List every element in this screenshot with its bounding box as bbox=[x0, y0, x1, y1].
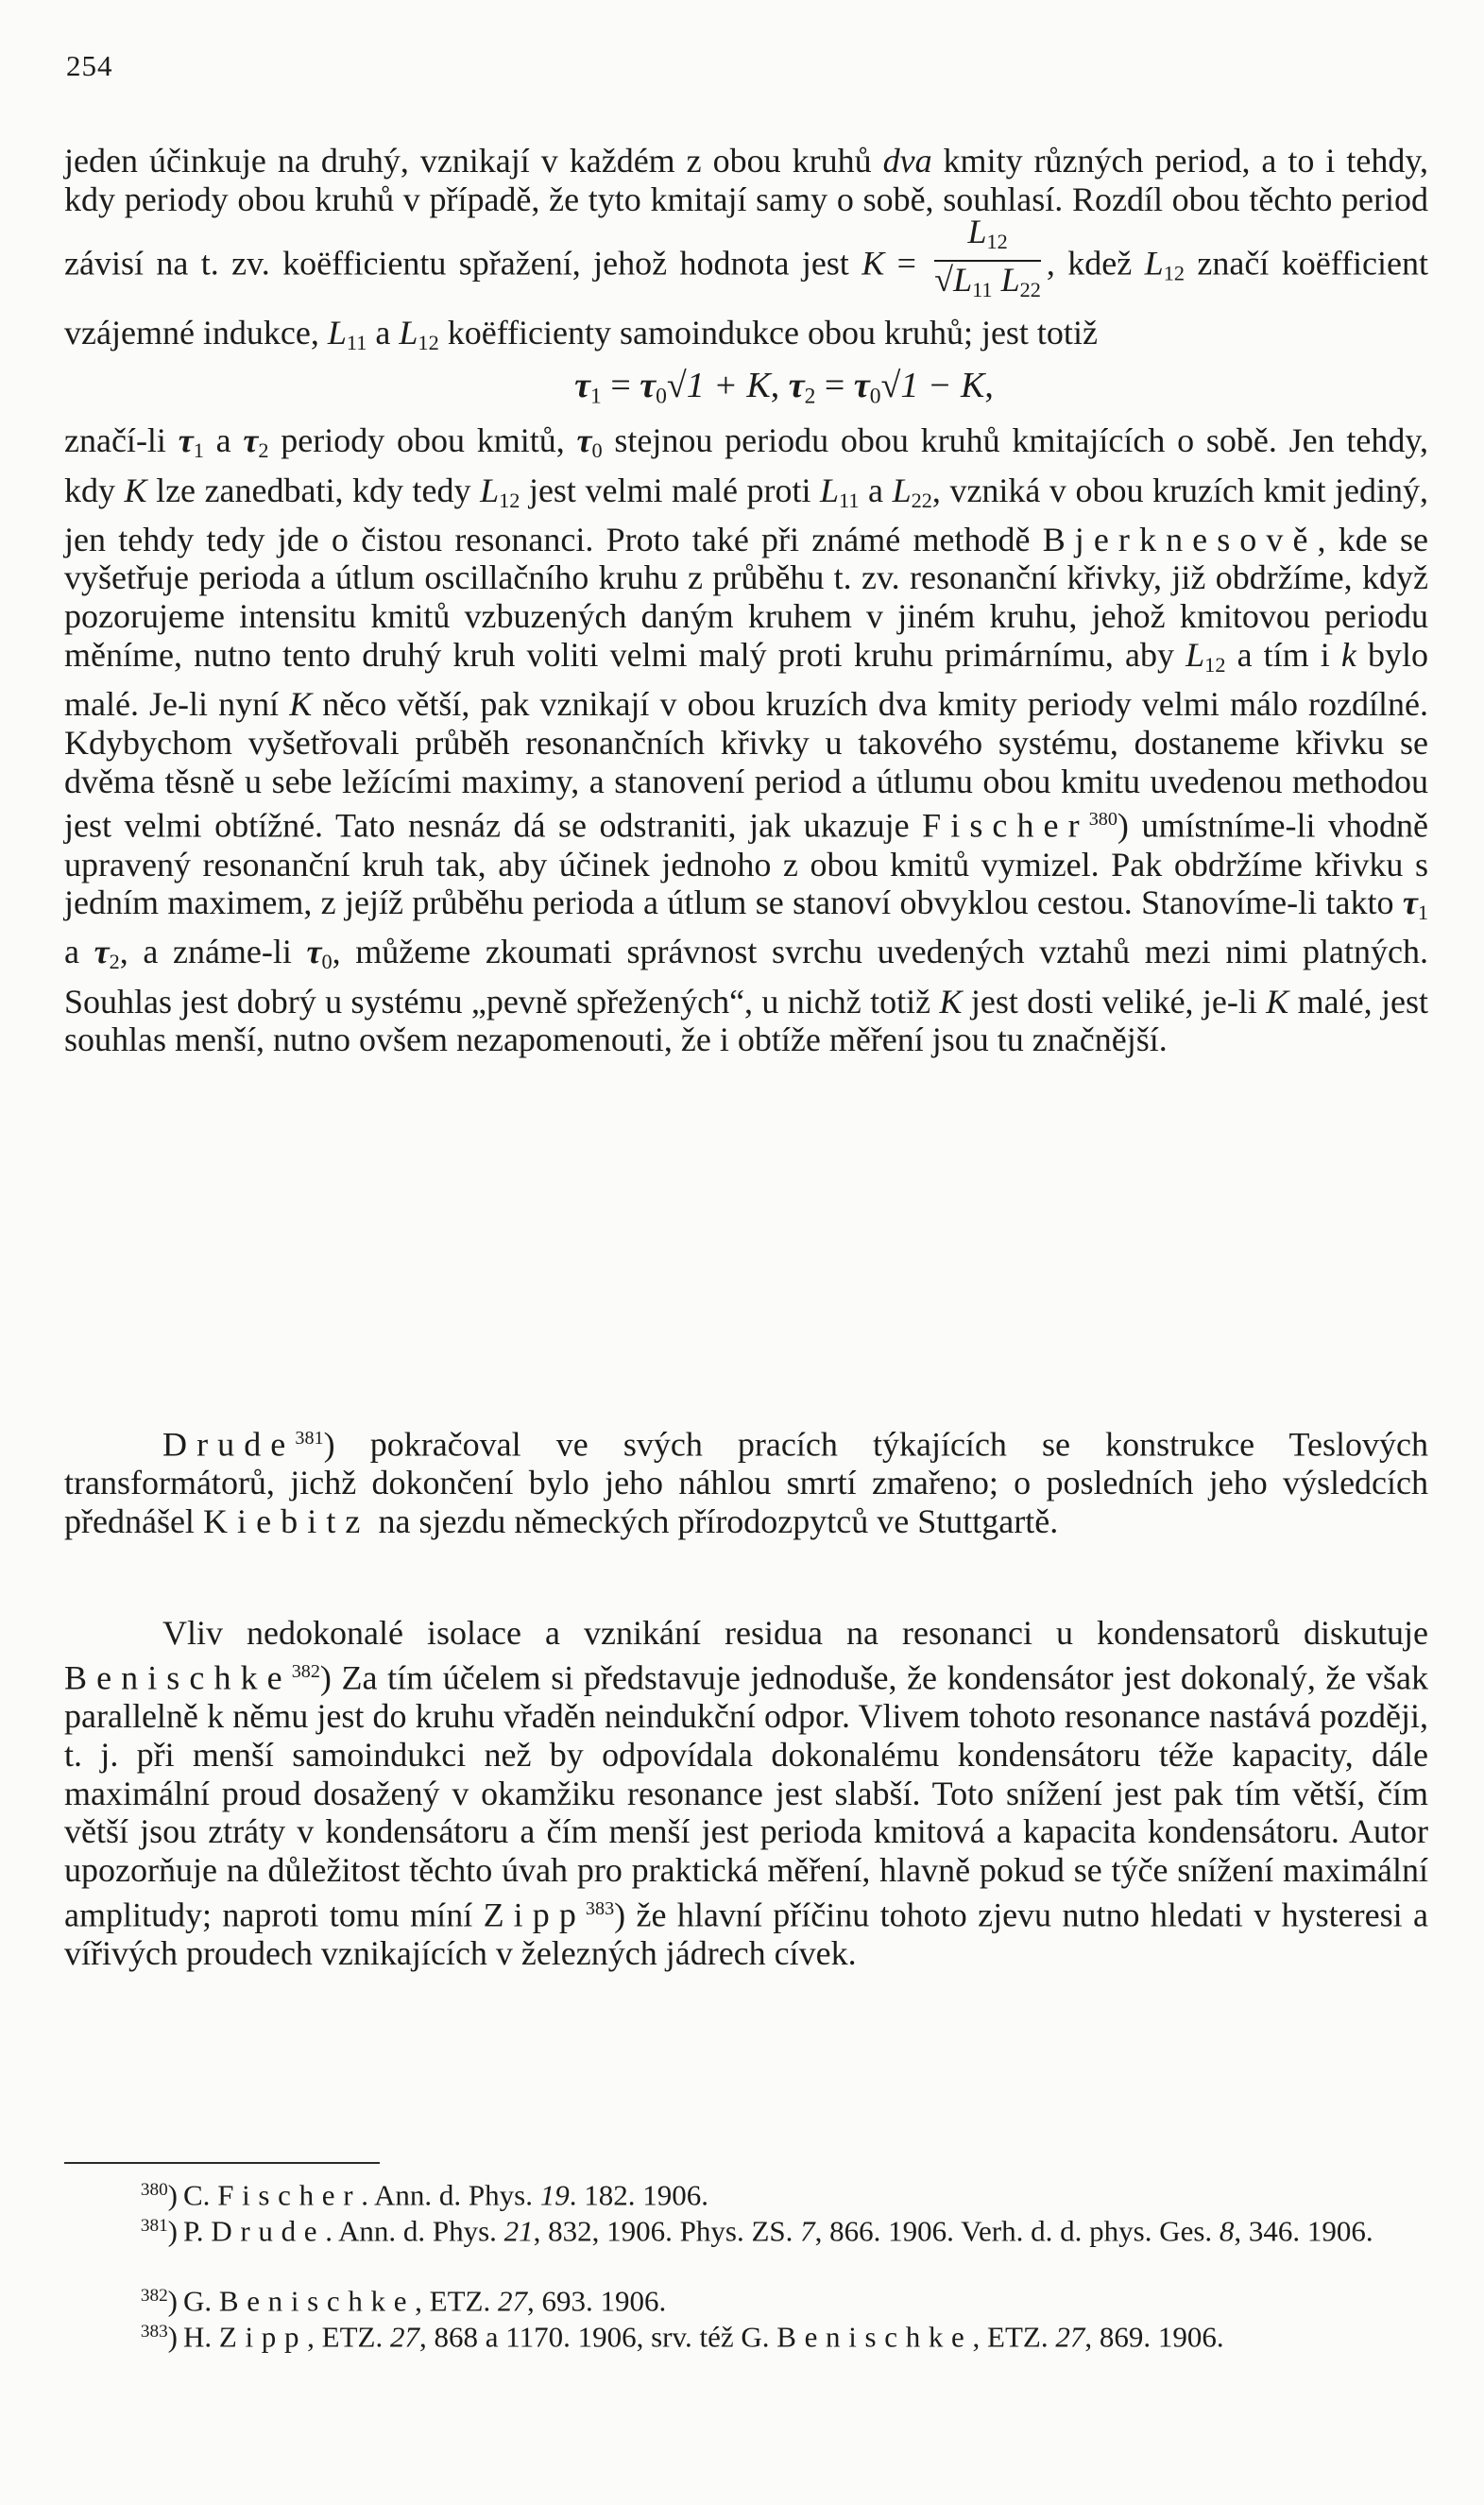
author-name: Benischke bbox=[776, 2320, 973, 2354]
subscript: 12 bbox=[986, 229, 1008, 253]
root: √1 − K bbox=[880, 366, 985, 406]
var-K: K bbox=[861, 244, 885, 283]
text: jest velmi malé proti bbox=[520, 471, 820, 509]
volume: 7 bbox=[800, 2214, 815, 2248]
text: , 346. 1906. bbox=[1234, 2214, 1373, 2248]
text: a bbox=[203, 421, 244, 460]
author-name: Drude bbox=[211, 2214, 326, 2248]
footnote-ref: 380 bbox=[1088, 809, 1117, 831]
text: ) umístníme-li vhodně upravený resonanční kruh tak, aby účinek jednoho z obou kmitů vymizel. Pak obdržíme křivku s jedním maximem, z jejíž průběhu perioda a útlum se stanoví obvyklou cestou. Stanovíme-li takto bbox=[64, 806, 1428, 922]
subscript: 22 bbox=[1019, 278, 1041, 302]
text: C. bbox=[183, 2178, 218, 2212]
text: , 869. 1906. bbox=[1084, 2320, 1224, 2354]
text: jeden účinkuje na druhý, vznikají v každém z obou kruhů bbox=[64, 142, 883, 180]
text: . Ann. d. Phys. bbox=[325, 2214, 504, 2248]
footnote-ref: 382 bbox=[291, 1660, 320, 1682]
text: a tím i bbox=[1225, 635, 1341, 674]
tau: τ bbox=[576, 421, 592, 460]
subscript: 12 bbox=[1163, 261, 1185, 285]
equals: = bbox=[884, 244, 930, 283]
text: Vliv nedokonalé isolace a vznikání residua na resonanci u kondensatorů diskutuje bbox=[162, 1614, 1428, 1652]
author-name: Fischer bbox=[217, 2178, 362, 2212]
text: G. bbox=[183, 2284, 219, 2318]
text: , můžeme zkoumati správnost svrchu uvedených vztahů mezi nimi platných. Souhlas jest dobrý u systému „pevně spřežených“, u nichž totiž bbox=[64, 933, 1428, 1021]
var-K: K bbox=[939, 982, 963, 1021]
subscript: 1 bbox=[1417, 901, 1428, 925]
text: P. bbox=[183, 2214, 212, 2248]
text: , vzniká v obou kruzích kmit jediný, jen tehdy tedy jde o čistou resonanci. Proto také při známé methodě bbox=[64, 471, 1428, 558]
var-L: L bbox=[1144, 244, 1164, 283]
text: lze zanedbati, kdy tedy bbox=[146, 471, 481, 509]
var-K: K bbox=[1266, 982, 1289, 1021]
coupling-fraction bbox=[934, 214, 1041, 308]
author-name: Fischer bbox=[922, 806, 1089, 845]
var-K: K bbox=[124, 471, 147, 509]
subscript: 12 bbox=[499, 488, 520, 512]
footnote-number: 381 bbox=[140, 2216, 168, 2236]
text: něco větší, pak vznikají v obou kruzích dva kmity periody velmi málo rozdílné. Kdybychom vyšetřovali průběh resonančních křivky u takového systému, dostaneme křivku se dvěma těsně u sebe ležícími maximy, a stanovení period a útlumu obou kmitu uvedenou methodou jest velmi obtížné. Tato nesnáz dá se odstraniti, jak ukazuje bbox=[64, 684, 1428, 845]
text: H. bbox=[183, 2320, 219, 2354]
author-name: Benischke bbox=[64, 1658, 292, 1697]
author-name: Zipp bbox=[218, 2320, 308, 2354]
footnote-number: 382 bbox=[140, 2286, 168, 2306]
author-name: Drude bbox=[162, 1425, 296, 1464]
text: a bbox=[367, 314, 400, 352]
var-k: k bbox=[1340, 635, 1356, 674]
text: kmity různých period, a to i tehdy, kdy periody obou kruhů v případě, že tyto kmitají samy o sobě, souhlasí. Rozdíl obou těchto period závisí na t. zv. koëfficientu spřažení, jehož hodnota jest bbox=[64, 142, 1429, 283]
footnote-mark: $^{382}$) bbox=[140, 2284, 178, 2318]
volume: 27 bbox=[497, 2284, 527, 2318]
formula-periods bbox=[64, 367, 1428, 416]
tau: τ bbox=[574, 366, 591, 406]
footnote-383 bbox=[64, 2315, 1428, 2355]
text: koëfficienty samoindukce obou kruhů; jest totiž bbox=[438, 314, 1098, 352]
text: . Ann. d. Phys. bbox=[361, 2178, 540, 2212]
emphasis: dva bbox=[882, 142, 932, 180]
subscript: 22 bbox=[911, 488, 932, 512]
volume: 8 bbox=[1219, 2214, 1235, 2248]
text: ) Za tím účelem si představuje jednoduše, že kondensátor jest dokonalý, že však parallelně k němu jest do kruhu vřaděn neindukční odpor. Vlivem tohoto resonance nastává později, t. j. při menší samoindukci než by odpovídala dokonalému kondensátoru téže kapacity, dále maximální proud dosažený v okamžiku resonance jest slabší. Toto snížení jest pak tím větší, čím větší jsou ztráty v kondensátoru a čím menší jest perioda kmitová a kapacita kondensátoru. Autor upozorňuje na důležitost těchto úvah pro praktická měření, hlavně pokud se týče snížení maximální amplitudy; naproti tomu míní bbox=[64, 1658, 1428, 1934]
text: , ETZ. bbox=[972, 2320, 1056, 2354]
text: . 182. 1906. bbox=[569, 2178, 708, 2212]
text: a bbox=[64, 933, 94, 971]
paragraph-coupling bbox=[64, 142, 1428, 1059]
subscript: 0 bbox=[656, 384, 667, 409]
var-L: L bbox=[327, 314, 347, 352]
text: malé, jest souhlas menší, nutno ovšem nezapomenouti, že i obtíže měření jsou tu značnější. bbox=[64, 982, 1428, 1059]
text: jest dosti veliké, je-li bbox=[962, 982, 1267, 1021]
subscript: 11 bbox=[972, 278, 993, 302]
text: , 832, 1906. Phys. ZS. bbox=[533, 2214, 801, 2248]
var-L: L bbox=[892, 471, 912, 509]
tau: τ bbox=[306, 933, 322, 971]
author-name: Kiebitz bbox=[202, 1502, 370, 1541]
footnote-mark: $^{380}$) bbox=[140, 2178, 178, 2212]
subscript: 1 bbox=[590, 384, 602, 409]
var-L: L bbox=[967, 212, 987, 250]
tau: τ bbox=[94, 933, 110, 971]
footnote-380 bbox=[64, 2173, 1428, 2213]
footnote-ref: 383 bbox=[585, 1898, 615, 1920]
footnote-382 bbox=[64, 2279, 1428, 2319]
text: , kdež bbox=[1046, 244, 1145, 283]
subscript: 1 bbox=[193, 438, 204, 463]
tau: τ bbox=[178, 421, 194, 460]
text: , 868 a 1170. 1906, srv. též G. bbox=[418, 2320, 777, 2354]
author-name: Zipp bbox=[483, 1896, 586, 1934]
text: , kde se vyšetřuje perioda a útlum oscillačního kruhu z průběhu t. zv. resonanční křivky, již obdržíme, když pozorujeme intensitu kmitů vzbuzených daným kruhem v jiném kruhu, jehož kmitovou periodu měníme, nutno tento druhý kruh voliti velmi malý proti kruhu primárnímu, aby bbox=[64, 520, 1428, 674]
tau: τ bbox=[788, 366, 805, 406]
text: ) že hlavní příčinu tohoto zjevu nutno hledati v hysteresi a vířivých proudech vznikajících v železných jádrech cívek. bbox=[64, 1896, 1429, 1973]
footnote-ref: 381 bbox=[295, 1428, 324, 1449]
volume: 19 bbox=[539, 2178, 570, 2212]
comma: , bbox=[984, 366, 994, 406]
text: a bbox=[859, 471, 893, 509]
subscript: 11 bbox=[346, 331, 367, 355]
footnote-381 bbox=[64, 2209, 1428, 2249]
page-number: 254 bbox=[66, 49, 113, 82]
text: ) pokračoval ve svých pracích týkajících se konstrukce Teslových transformátorů, jichž dokončení bylo jeho náhlou smrtí zmařeno; o posledních jeho výsledcích přednášel bbox=[64, 1425, 1428, 1541]
var-L: L bbox=[953, 260, 973, 299]
footnote-mark: $^{383}$) bbox=[140, 2320, 178, 2354]
footnote-number: 380 bbox=[140, 2180, 168, 2200]
text: periody obou kmitů, bbox=[268, 421, 577, 460]
subscript: 0 bbox=[869, 384, 881, 409]
equals: = bbox=[601, 366, 640, 406]
separator: , bbox=[770, 366, 789, 406]
tau: τ bbox=[853, 366, 870, 406]
volume: 21 bbox=[503, 2214, 534, 2248]
text: , 693. 1906. bbox=[526, 2284, 667, 2318]
tau: τ bbox=[1402, 884, 1418, 922]
subscript: 2 bbox=[258, 438, 269, 463]
text: bylo malé. Je-li nyní bbox=[64, 635, 1428, 723]
paragraph-benischke bbox=[64, 1614, 1428, 1973]
subscript: 0 bbox=[591, 438, 603, 463]
text: , 866. 1906. Verh. d. d. phys. Ges. bbox=[814, 2214, 1220, 2248]
text: , ETZ. bbox=[415, 2284, 498, 2318]
footnote-rule bbox=[64, 2162, 380, 2164]
subscript: 11 bbox=[839, 488, 860, 512]
text: na sjezdu německých přírodozpytců ve Stuttgartě. bbox=[369, 1502, 1059, 1541]
var-K: K bbox=[289, 684, 313, 723]
sqrt-sign: √ bbox=[934, 260, 954, 299]
equals: = bbox=[815, 366, 854, 406]
text: , ETZ. bbox=[307, 2320, 390, 2354]
subscript: 2 bbox=[804, 384, 816, 409]
paragraph-drude bbox=[64, 1419, 1428, 1541]
text: značí-li bbox=[64, 421, 179, 460]
volume: 27 bbox=[1055, 2320, 1085, 2354]
text: , a známe-li bbox=[119, 933, 307, 971]
var-L: L bbox=[1185, 635, 1205, 674]
tau: τ bbox=[640, 366, 657, 406]
volume: 27 bbox=[389, 2320, 419, 2354]
tau: τ bbox=[243, 421, 259, 460]
var-L: L bbox=[1000, 260, 1020, 299]
var-L: L bbox=[480, 471, 500, 509]
subscript: 12 bbox=[418, 331, 439, 355]
text: značí koëfficient vzájemné indukce, bbox=[64, 244, 1428, 352]
root: √1 + K bbox=[666, 366, 771, 406]
footnote-number: 383 bbox=[140, 2322, 168, 2342]
var-L: L bbox=[820, 471, 840, 509]
subscript: 12 bbox=[1204, 653, 1226, 678]
subscript: 0 bbox=[321, 950, 333, 974]
author-name: Benischke bbox=[218, 2284, 416, 2318]
var-L: L bbox=[399, 314, 418, 352]
author-name: Bjerknesově bbox=[1042, 520, 1318, 558]
subscript: 2 bbox=[109, 950, 120, 974]
text: stejnou periodu obou kruhů kmitajících o sobě. Jen tehdy, kdy bbox=[64, 421, 1428, 509]
footnote-mark: $^{381}$) bbox=[140, 2214, 178, 2248]
